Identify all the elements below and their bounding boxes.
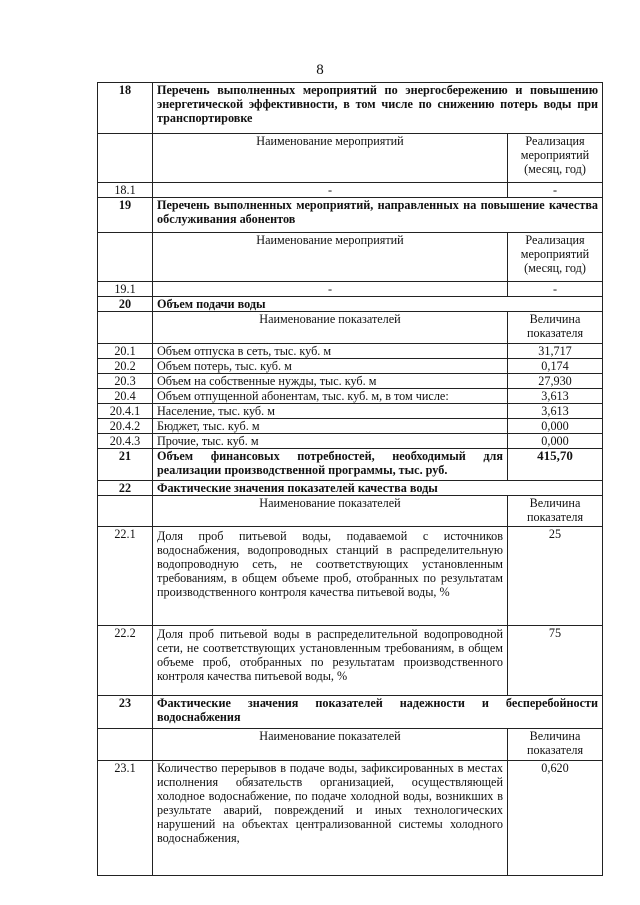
row-value: 0,174 <box>508 359 603 374</box>
row-name: Доля проб питьевой воды в распределительной водопроводной сети, не соответствующих установленным требованиям, в общем объеме проб, отобранных по результатам производственного контроля качества питьевой воды, % <box>153 626 508 696</box>
row-value: 0,620 <box>508 761 603 876</box>
section-number: 22 <box>98 481 153 496</box>
row-number: 20.1 <box>98 344 153 359</box>
row-implementation: - <box>508 282 603 297</box>
table-row <box>98 389 603 404</box>
page-number: 8 <box>316 62 324 78</box>
row-value: 25 <box>508 527 603 626</box>
row-implementation: - <box>508 183 603 198</box>
row-name: Доля проб питьевой воды, подаваемой с источников водоснабжения, водопроводных станций в распределительную водопроводную сеть, не соответствующих установленным требованиям, в общем объеме проб, отобранных по результатам производственного контроля качества питьевой воды, % <box>153 527 508 626</box>
table-row <box>98 419 603 434</box>
table-row <box>98 183 603 198</box>
column-header-implementation: Реализация мероприятий (месяц, год) <box>508 134 603 183</box>
column-header-value: Величина показателя <box>508 312 603 344</box>
row-name: Население, тыс. куб. м <box>153 404 508 419</box>
section-number: 23 <box>98 696 153 729</box>
section-22-header-row <box>98 481 603 496</box>
section-title: Перечень выполненных мероприятий по энергосбережению и повышению энергетической эффективности, в том числе по снижению потерь воды при транспортировке <box>153 83 603 134</box>
section-title: Перечень выполненных мероприятий, направленных на повышение качества обслуживания абонентов <box>153 198 603 233</box>
row-name: Количество перерывов в подаче воды, зафиксированных в местах исполнения обязательств организацией, осуществляющей холодное водоснабжение, по подаче холодной воды, возникших в результате аварий, повреждений и иных технологических нарушений на объектах централизованной системы холодного водоснабжения, <box>153 761 508 876</box>
table-row <box>98 761 603 876</box>
table-row <box>98 404 603 419</box>
row-number: 23.1 <box>98 761 153 876</box>
column-header-value: Величина показателя <box>508 496 603 527</box>
table-row <box>98 527 603 626</box>
column-header-row <box>98 496 603 527</box>
row-number: 20.3 <box>98 374 153 389</box>
row-name: Объем потерь, тыс. куб. м <box>153 359 508 374</box>
row-number: 20.4.1 <box>98 404 153 419</box>
table-row <box>98 374 603 389</box>
section-number: 19 <box>98 198 153 233</box>
report-table <box>97 82 603 876</box>
row-number: 20.2 <box>98 359 153 374</box>
column-header-implementation: Реализация мероприятий (месяц, год) <box>508 233 603 282</box>
row-number: 22.2 <box>98 626 153 696</box>
table-row <box>98 626 603 696</box>
column-header-name: Наименование мероприятий <box>153 134 508 183</box>
row-number: 18.1 <box>98 183 153 198</box>
row-number: 19.1 <box>98 282 153 297</box>
table-row <box>98 359 603 374</box>
table-row <box>98 282 603 297</box>
empty-cell <box>98 729 153 761</box>
column-header-row <box>98 134 603 183</box>
row-name: Прочие, тыс. куб. м <box>153 434 508 449</box>
row-value: 3,613 <box>508 389 603 404</box>
column-header-name: Наименование показателей <box>153 312 508 344</box>
empty-cell <box>98 134 153 183</box>
row-value: 0,000 <box>508 419 603 434</box>
section-20-header-row <box>98 297 603 312</box>
row-value: 27,930 <box>508 374 603 389</box>
empty-cell <box>98 496 153 527</box>
section-title: Объем финансовых потребностей, необходимый для реализации производственной программы, тыс. руб. <box>153 449 508 481</box>
section-number: 20 <box>98 297 153 312</box>
section-title: Объем подачи воды <box>153 297 603 312</box>
row-number: 20.4.2 <box>98 419 153 434</box>
row-name: Объем отпуска в сеть, тыс. куб. м <box>153 344 508 359</box>
column-header-value: Величина показателя <box>508 729 603 761</box>
table-row <box>98 344 603 359</box>
section-23-header-row <box>98 696 603 729</box>
row-number: 22.1 <box>98 527 153 626</box>
row-value: 31,717 <box>508 344 603 359</box>
table-row <box>98 434 603 449</box>
column-header-name: Наименование мероприятий <box>153 233 508 282</box>
section-title: Фактические значения показателей качества воды <box>153 481 603 496</box>
financial-value: 415,70 <box>508 449 603 481</box>
column-header-name: Наименование показателей <box>153 496 508 527</box>
row-number: 20.4 <box>98 389 153 404</box>
column-header-row <box>98 233 603 282</box>
row-name: Объем отпущенной абонентам, тыс. куб. м, в том числе: <box>153 389 508 404</box>
section-18-header-row <box>98 83 603 134</box>
empty-cell <box>98 233 153 282</box>
row-name: - <box>153 183 508 198</box>
section-21-row <box>98 449 603 481</box>
row-value: 3,613 <box>508 404 603 419</box>
section-number: 18 <box>98 83 153 134</box>
row-value: 75 <box>508 626 603 696</box>
row-name: Объем на собственные нужды, тыс. куб. м <box>153 374 508 389</box>
column-header-row <box>98 312 603 344</box>
row-name: Бюджет, тыс. куб. м <box>153 419 508 434</box>
section-number: 21 <box>98 449 153 481</box>
row-value: 0,000 <box>508 434 603 449</box>
column-header-row <box>98 729 603 761</box>
row-name: - <box>153 282 508 297</box>
column-header-name: Наименование показателей <box>153 729 508 761</box>
row-number: 20.4.3 <box>98 434 153 449</box>
section-title: Фактические значения показателей надежности и бесперебойности водоснабжения <box>153 696 603 729</box>
empty-cell <box>98 312 153 344</box>
section-19-header-row <box>98 198 603 233</box>
